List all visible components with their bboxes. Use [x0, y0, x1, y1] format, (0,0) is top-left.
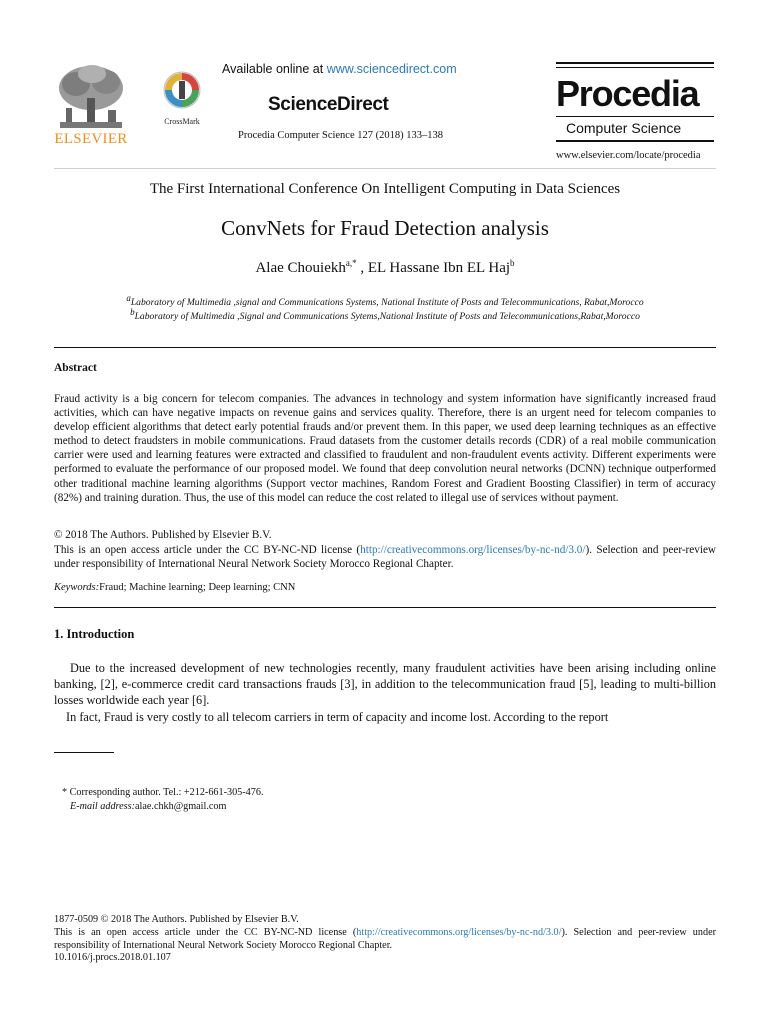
keywords-label: Keywords: [54, 582, 100, 593]
copyright-line: © 2018 The Authors. Published by Elsevier B.V. [54, 529, 272, 541]
abstract-divider-bottom [54, 607, 716, 608]
author-list [54, 258, 716, 277]
footer-license-suffix: ). Selection and peer-review under responsibility of International Neural Network Society Morocco Regional Chapter. [54, 927, 716, 951]
keywords-line [54, 582, 716, 593]
author-1: Alae Chouiekh [255, 260, 346, 276]
sciencedirect-logo-text: ScienceDirect [268, 94, 389, 115]
logo-rule-top [556, 62, 714, 64]
footer-license-link[interactable]: http://creativecommons.org/licenses/by-nc-nd/3.0/ [356, 927, 562, 938]
author-1-affiliation: a,* [345, 258, 357, 268]
issn-line: 1877-0509 © 2018 The Authors. Published by Elsevier B.V. [54, 914, 299, 925]
license-statement [54, 543, 716, 571]
procedia-logo [556, 62, 714, 142]
affiliation-b-text: Laboratory of Multimedia ,Signal and Communications Sytems,National Institute of Posts and Telecommunications,Rabat,Morocco [134, 311, 640, 323]
crossmark-label: CrossMark [164, 117, 200, 126]
affiliation-a [54, 293, 716, 308]
intro-paragraph-2: In fact, Fraud is very costly to all telecom carriers in term of capacity and income lost. According to the report [66, 710, 609, 724]
footer-license [54, 927, 716, 952]
abstract-body: Fraud activity is a big concern for telecom companies. The advances in technology and system information have significantly increased fraud activities, which can have negative impacts on revenue gains and services quality. Therefore, there is an urgent need for telecom companies to develop efficient algorithms that detect early potential frauds and/or prevent them. In this paper, we used deep learning techniques as an effective method to detect fraudsters in mobile communications. Fraud datasets from the customer details records (CDR) of a real mobile communication carrier were used and learning features were extracted and classified to fraudulent and non-fraudulent events activity. Different experiments were performed to evaluate the performance of our proposed model. We found that deep convolution neural networks (DCNN) technique outperformed other traditional machine learning algorithms (Support vector machines, Random Forest and Gradient Boosting Classifier) in term of accuracy (82%) and training duration. Thus, the use of this model can reduce the cost related to illegal use of services without payment. [54, 393, 716, 504]
author-2: EL Hassane Ibn EL Haj [367, 260, 511, 276]
section-heading-introduction: 1. Introduction [54, 627, 135, 641]
affiliation-b-mark: b [130, 307, 135, 317]
email-label: E-mail address: [70, 801, 135, 812]
footnote-rule [54, 752, 114, 753]
tree-icon [52, 62, 130, 134]
crossmark-badge[interactable] [158, 70, 206, 126]
corresponding-author-note: * Corresponding author. Tel.: +212-661-305-476. [62, 787, 264, 798]
license-suffix: ). Selection and peer-review under responsibility of International Neural Network Society Morocco Regional Chapter. [54, 544, 716, 571]
doi-line[interactable]: 10.1016/j.procs.2018.01.107 [54, 952, 171, 963]
procedia-subtitle: Computer Science [566, 120, 682, 136]
conference-name: The First International Conference On Intelligent Computing in Data Sciences [149, 181, 621, 197]
footer-license-prefix: This is an open access article under the CC BY-NC-ND license ( [54, 927, 357, 938]
affiliation-a-mark: a [126, 293, 131, 303]
abstract-heading: Abstract [54, 362, 97, 374]
sciencedirect-link[interactable]: www.sciencedirect.com [326, 62, 457, 76]
available-online-line [222, 62, 522, 76]
affiliation-a-text: Laboratory of Multimedia ,signal and Communications Systems, National Institute of Posts and Telecommunications, Rabat,Morocco [130, 297, 644, 309]
license-link[interactable]: http://creativecommons.org/licenses/by-nc-nd/3.0/ [360, 544, 586, 556]
email-address[interactable]: alae.chkh@gmail.com [135, 801, 227, 812]
author-2-affiliation: b [510, 258, 515, 268]
logo-rule-mid [556, 116, 714, 117]
logo-rule-bottom [556, 140, 714, 142]
available-prefix: Available online at [222, 62, 327, 76]
intro-paragraph-1: Due to the increased development of new technologies recently, many fraudulent activities have been arising including online banking, [2], e-commerce credit card transactions frauds [3], in addition to the telecommunication fraud [5], leading to multi-billion losses worldwide each year [6]. [54, 661, 716, 707]
license-prefix: This is an open access article under the CC BY-NC-ND license ( [54, 544, 361, 556]
abstract-divider-top [54, 347, 716, 348]
keywords-list: Fraud; Machine learning; Deep learning; CNN [99, 582, 296, 593]
elsevier-wordmark: ELSEVIER [54, 131, 128, 147]
affiliation-b [54, 307, 716, 322]
journal-citation: Procedia Computer Science 127 (2018) 133–138 [238, 130, 443, 141]
header-divider [54, 168, 716, 169]
procedia-wordmark: Procedia [556, 73, 699, 114]
journal-url[interactable]: www.elsevier.com/locate/procedia [556, 150, 701, 161]
author-separator: , [356, 260, 368, 276]
crossmark-icon [162, 70, 202, 110]
logo-rule-top-thin [556, 67, 714, 68]
paper-title: ConvNets for Fraud Detection analysis [221, 216, 549, 240]
email-note [70, 801, 226, 812]
